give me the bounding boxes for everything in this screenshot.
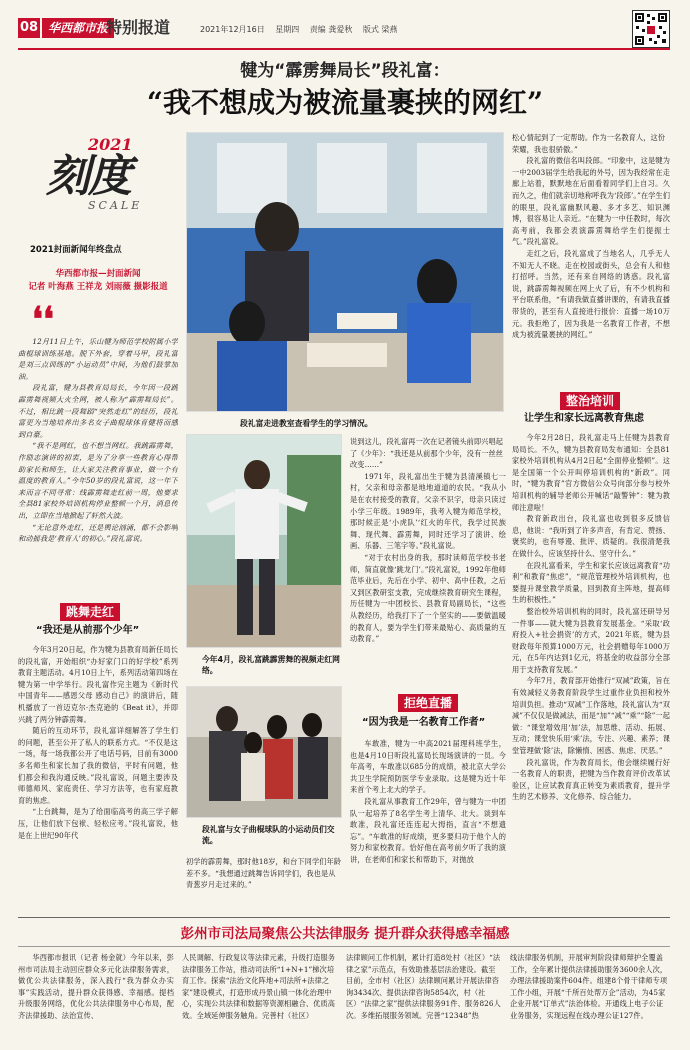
body-paragraph: 1971年，段礼富出生于犍为县清溪镇七一村，父亲和母亲都是地地道道的农民。“我从小是在农村接受的教育，父亲不识字，母亲只读过小学三年级。1989年，我考入犍为师范学校，那时候正是‘小虎队’‘红火的年代，我学过民族舞、现代舞、霹雳舞，同时还学习了演讲、绘画、乐器、三笔字等。”段礼富说。 [350, 471, 506, 551]
bottom-title-rule [18, 946, 670, 947]
intro-paragraph: 段礼富，犍为县教育局局长，今年因一段跳霹雳舞视频大火全网，被人称为“霹雳舞局长”。不过，相比跳一段舞蹈“突然走红”的经历，段礼富更为当地培养出多名女子曲棍球体育健将而感到自豪。 [18, 383, 178, 439]
body-paragraph: 随后的互动环节，段礼富详细解答了学生们的问题，甚至公开了私人的联系方式。“不仅是这一场，每一场我都公开了电话号码，目前有3000多名师生和家长加了我的微信，平时有问题，他们都会和我沟通反映。”段礼富说，问题主要涉及师德师风、家庭责任、学习方法等，也有家庭教育的焦虑。 [18, 726, 178, 805]
logo-title: 刻度 [46, 151, 130, 202]
section-tag-livestream: 拒绝直播 [398, 694, 458, 712]
section-title: 特别报道 [106, 18, 171, 37]
photo-classroom [186, 132, 504, 412]
article-column-5 [512, 132, 670, 386]
article-column-3 [186, 856, 342, 912]
page-number: 08 [18, 18, 40, 38]
bottom-divider [18, 917, 670, 918]
intro-paragraph: “无论意外走红，还是舆论汹涌，都不会影响和动摇我是‘教育人’的初心。”段礼富说。 [18, 522, 178, 544]
photo-dance [186, 434, 342, 648]
section-head-livestream: “因为我是一名教育工作者” [362, 717, 486, 728]
issue-date: 2021年12月16日 [200, 25, 265, 34]
body-paragraph: 段礼富说，作为教育局长，他会继续履行好一名教育人的职责，把犍为当作教育评价改革试验区，让应试教育真正转变为素质教育，提升学生的艺术修养、文化修养、综合能力。 [512, 757, 670, 802]
body-paragraph: 华西都市报讯（记者 杨金就）今年以来，彭州市司法局主动回应群众多元化法律服务需求，做优公共法律服务，深入践行“我为群众办实事”实践活动，提升群众获得感、幸福感。提档升级服务网络，优化公共法律服务中心布局，配齐法律援助、法治宣传、 [18, 953, 174, 1020]
body-paragraph: 法律顾问工作机制，累计打造8处村（社区）“法律之家”示范点，有效助推基层法治建设。截至目前，全市村（社区）法律顾问累计开展法律咨询3434次、提供法律咨询5854次，村（社区）“法律之家”提供法律服务91件、服务826人次。多维拓展服务领域。完善“12348”热 [346, 953, 501, 1020]
body-paragraph: 今年2月28日，段礼富走马上任犍为县教育局局长。不久，犍为县教育局发布通知：全县81家校外培训机构从4月2日起“全面停业整顿”。这是全国第一个公开叫停培训机构的“新政”。同时，“犍为教育”官方微信公众号向部分参与校外培训机构的辅导老师公开喊话“敲警钟”：犍为教师注意啦！ [512, 433, 670, 512]
year-end-logo [18, 135, 178, 260]
body-paragraph: 今年3月20日起，作为犍为县教育局新任局长的段礼富，开始组织“办好家门口的好学校”系列教育主题活动。4月10日上午，系列活动第四场在犍为第一中学举行。段礼富作完主题为《新时代中国青年——感恩父母 感动自己》的演讲后，随机播放了一首迈克尔·杰克逊的《Beat it》，并即兴跳了两分钟霹雳舞。 [18, 645, 178, 724]
article-intro [18, 336, 178, 596]
section-tag-dance: 跳舞走红 [60, 603, 120, 621]
body-paragraph: 段礼富的微信名叫段郎。“印象中，这是犍为一中2003届学生给我起的外号，因为我经常在走廊上站着，默默地在后面看着同学们上自习。久而久之，他们就亲切地称呼我为‘段郎’。”在学生们的眼里，段礼富幽默风趣、多才多艺、知识渊博，很容易让人亲近。“在犍为一中任教时，每次高考前，我都会表演霹雳舞给学生们提振士气。”段礼富说。 [512, 156, 670, 247]
body-paragraph: 段礼富从事教育工作29年，曾与犍为一中团队一起培养了8名学生考上清华、北大。谈到车敢准，段礼富还连连起大拇指，直言“不想遗忘”。“车敢准的好成绩，更多要归功于他个人的努力和家校教育。恰好他在高考前夕听了我的演讲，在老师们和家长和帮助下，对抛放 [350, 796, 506, 864]
logo-english: SCALE [88, 199, 143, 212]
byline-outlet: 华西都市报—封面新闻 [55, 269, 141, 279]
intro-paragraph: “我不是网红，也不想当网红。我跳霹雳舞，作励志演讲的初衷，是为了分享一些教育心得帮助家长和师生，让大家关注教育事业，做一个有温度的教育人。”今年50岁的段礼富说，这一年下来而言不同寻常：线霹雳舞走红前一周，他要求全县81家校外培训机构停业整顿一个月，消息传出，立即在当地掀起了轩然大波。 [18, 441, 178, 520]
body-paragraph: 整治校外培训机构的同时，段礼富还研导另一件事——就大犍为县教育发展基金。“采取‘政府投入+社会捐资’的方式，2021年底，犍为县财政每年预算1000万元，社会捐赠每年1000万元，在5年内达到1亿元，将基金的收益部分全部用于支持教育发展。” [512, 606, 670, 674]
page-header [0, 0, 690, 52]
photo-hockey-team [186, 686, 342, 818]
body-paragraph: “上台跳舞，是为了给面临高考的高三学子解压，让他们放下包袱、轻松应考。”段礼富说，他是在上世纪90年代 [18, 807, 178, 840]
quote-mark-icon: ❛❛ [32, 300, 54, 340]
body-paragraph: “对于农村出身的我，那时读师范学校书老师，简直就像‘跳龙门’。”段礼富说，1992年他师范毕业后，先后在小学、初中、高中任教，之后又到区教研室支教，完成继续教育研究生课程，历任犍为一中团校长、县教育局副局长，“这些从教经历，给我打下了一个坚实的——要做温暖的教育人，要为学生们带来最贴心、高质量的互动教育。” [350, 552, 506, 644]
section-head-training: 让学生和家长远离教育焦虑 [524, 413, 644, 424]
issue-layout: 版式 梁燕 [362, 25, 398, 34]
logo-year: 2021 [88, 135, 133, 154]
body-paragraph: 人民调解、行政复议等法律元素，升级打造服务法律服务工作站，推动司法所“1+N+1”梯次培育工作。探索“法治文化阵地+司法所+法律之家”建设模式，打造形成丹景山镇一体化治理中心，实现公共法律和数据等资源相融合、优质高效。全域延伸服务触角。完善村（社区） [182, 953, 336, 1020]
issue-meta [200, 24, 405, 36]
byline-reporters: 记者 叶海燕 王祥龙 刘雨薇 摄影报道 [28, 282, 168, 292]
intro-paragraph: 12月11日上午，乐山犍为师范学校附属小学曲棍球训练基地。脱下外套，穿着马甲，段礼富是刘三点训练的“小运动员”中间，为他们鼓掌加油。 [18, 337, 178, 381]
headline-sub: 犍为“霹雳舞局长”段礼富： [240, 61, 450, 81]
body-paragraph: 松心情起到了一定帮助。作为一名教育人，这份荣耀，我也很骄傲。” [512, 133, 666, 154]
body-paragraph: 线法律服务机制，开展审判阶段律师辩护全覆盖工作，全年累计提供法律援助服务3600余人次，办理法律援助案件604件。组建8个骨干律师专项工作小组，开展“千所百处帮万企”活动，为45家企业开展“订单式”法治体检。开通线上电子公证业务服务，实现远程在线办理公证127件。 [510, 953, 668, 1020]
body-paragraph: 在段礼富看来，学生和家长应该远离教育“功利”和教育“焦虑”，“规范管理校外培训机构，也要提升课堂教学质量，回到教育主阵地，提高师生的积极性。” [512, 560, 670, 605]
bottom-article-title: 彭州市司法局聚焦公共法律服务 提升群众获得感幸福感 [180, 926, 510, 942]
body-paragraph: 教育新政出台，段礼富也收到很多反馈信息，他说：“我听到了许多声音，有肯定、赞扬、褒奖的，也有辱谩、批评、质疑的。我很清楚我在做什么，应该坚持什么、坚守什么。” [512, 514, 670, 558]
header-rule [18, 48, 670, 50]
caption-classroom: 段礼富走进教室查看学生的学习情况。 [240, 419, 373, 428]
article-column-4b [350, 738, 506, 912]
body-paragraph: 走红之后，段礼富成了当地名人，几乎无人不知无人不晓。走在校园或街头，总会有人和他打招呼。当然，还有来自网络的诱惑。段礼富说，跳霹雳舞视频在网上火了后，有不少机构和平台联系他，“有请我做直播讲课的，有请我直播带货的，甚至有人直接进行报价：直播一场10万元。我拒绝了，因为我是一名教育工作者，不想成为被流量裹挟的网红。” [512, 248, 670, 340]
bottom-column-2 [182, 952, 338, 1044]
body-paragraph: 说到这儿，段礼富再一次在记者镜头前即兴唱起了《少年》：“我还是从前那个少年，没有一丝丝改变……” [350, 437, 504, 470]
paper-logo: 华西都市报 [42, 18, 114, 38]
body-paragraph: 初学的霹雳舞，那时他18岁，和台下同学们年龄差不多。“我想通过跳舞告诉同学们，我也是从青葱岁月走过来的。” [186, 857, 342, 890]
article-column-1 [18, 644, 178, 912]
article-column-4 [350, 436, 506, 692]
article-column-5b [512, 432, 670, 912]
caption-hockey: 段礼富与女子曲棍球队的小运动员们交流。 [202, 825, 335, 845]
issue-editor: 责编 龚爱秋 [309, 25, 353, 34]
bottom-column-3 [346, 952, 502, 1044]
headline-main: “我不想成为被流量裹挟的网红” [146, 86, 544, 119]
bottom-column-4 [510, 952, 670, 1044]
logo-subtitle: 2021封面新闻年终盘点 [30, 245, 122, 255]
caption-dance: 今年4月，段礼富跳霹雳舞的视频走红网络。 [202, 655, 340, 675]
section-tag-training: 整治培训 [560, 392, 620, 410]
bottom-column-1 [18, 952, 174, 1044]
issue-weekday: 星期四 [275, 25, 300, 34]
qr-code-icon [632, 10, 670, 48]
body-paragraph: 今年7月，教育部开始推行“双减”政策，旨在有效减轻义务教育阶段学生过重作业负担和校外培训负担。推动“双减”工作落地，段礼富认为“双减”不仅仅是做减法，而是“加”“减”“乘”“除”一起做：“课堂增效用‘加’法，加思维、活动、拓展、互动；课堂快乐用‘乘’法，专注、兴趣、素养；课堂管理做‘除’法，除懒惰、困惑、焦虑、厌恶。” [512, 676, 670, 756]
body-paragraph: 车敢准，犍为一中高2021届理科班学生，也是4月10日听段礼富局长现场演讲的一员。今年高考，车敢准以685分的成绩，被北京大学公共卫生学院预防医学专业录取。这是犍为近十年来首个考上北大的学子。 [350, 739, 506, 795]
section-head-dance: “我还是从前那个少年” [36, 625, 140, 636]
